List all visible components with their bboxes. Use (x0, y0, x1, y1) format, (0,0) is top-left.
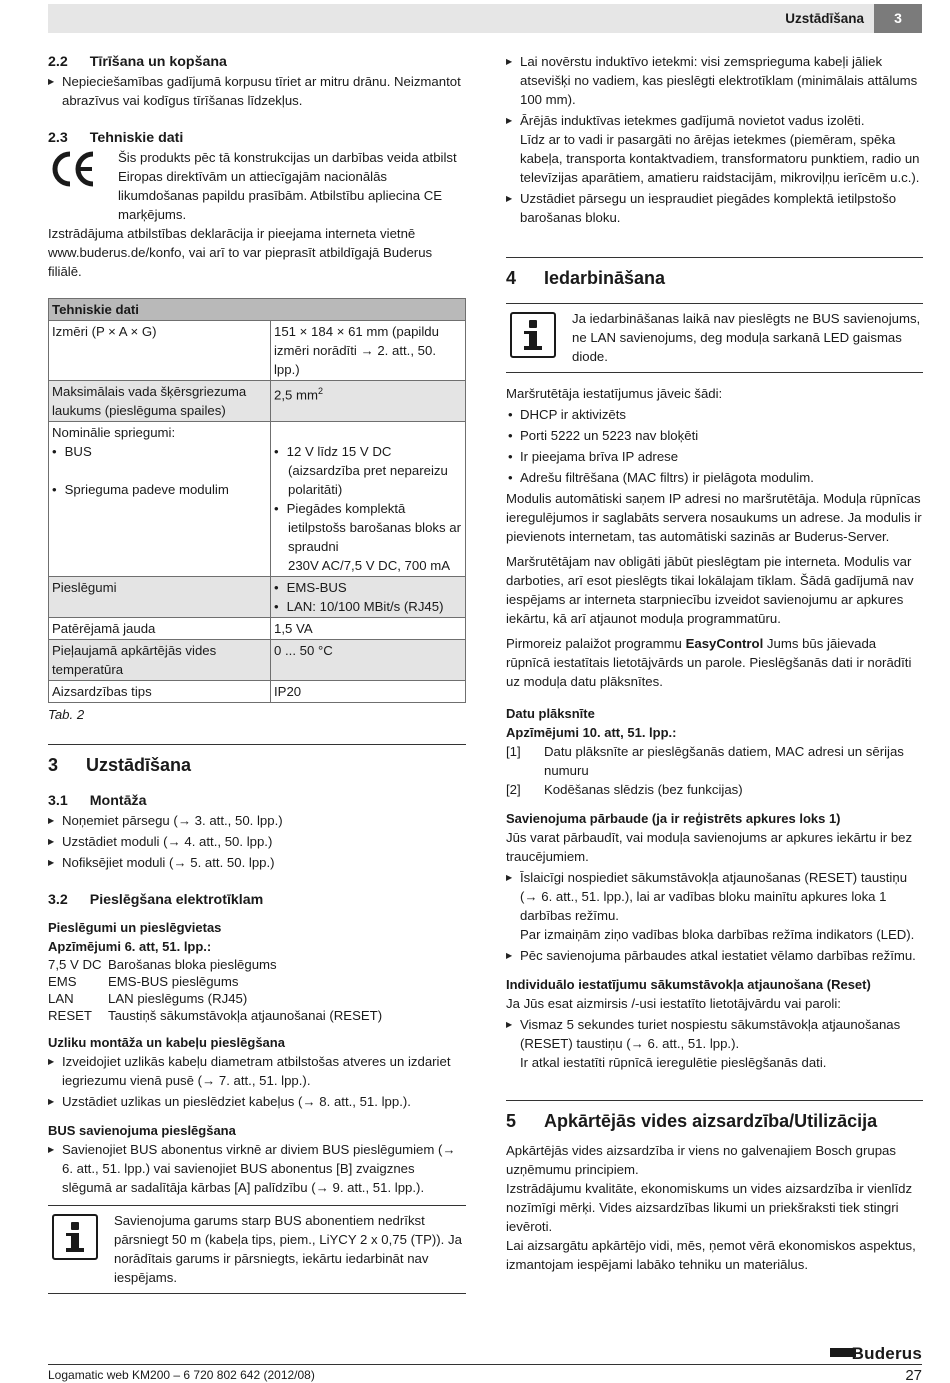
list-item: • Ir pieejama brīva IP adrese (506, 447, 923, 466)
list-item: ▶ Savienojiet BUS abonentus virknē ar diviem BUS pieslēgumiem (→ 6. att., 51. lpp.) vai savienojiet BUS abonentus [B] zvaigznes slēgumā ar sadalītāja kārbas [A] palīdzību (→ 9. att., 51. lpp.). (48, 1140, 466, 1197)
list-item: ▶ Noņemiet pārsegu (→ 3. att., 50. lpp.) (48, 811, 466, 830)
declaration-text: Izstrādājuma atbilstības deklarācija ir pieejama interneta vietnē www.buderus.de/konfo, vai arī to var pieprasīt atbildīgajā Buderus filiālē. (48, 226, 433, 279)
technical-data-table (48, 298, 466, 703)
subheading: BUS savienojuma pieslēgšana (48, 1123, 236, 1138)
page-number: 27 (905, 1367, 922, 1383)
subheading: Uzliku montāža un kabeļu pieslēgšana (48, 1035, 285, 1050)
table-header: Tehniskie dati (49, 299, 466, 321)
note-divider (48, 1293, 466, 1294)
detail-text: Par izmaiņām ziņo vadības bloka darbības režīma indikators (LED). (520, 927, 915, 942)
subheading: Individuālo iestatījumu sākumstāvokļa atjaunošana (Reset) (506, 977, 871, 992)
detail-text: Līdz ar to vadi ir pasargāti no ārējas ietekmes (piemēram, spēka kabeļa, transporta kontaktvadiem, transformatoru punktiem, radio un televīzijas aparātiem, amatieru raidstacijām, mikroviļņu ierīcēm u.c.). (520, 132, 920, 185)
table-row: Patērējamā jauda 1,5 VA (49, 618, 466, 640)
ce-mark-icon (48, 148, 100, 190)
list-item: ▶ Lai novērstu induktīvo ietekmi: visi zemsprieguma kabeļi jāliek atsevišķi no vadiem, kas pieslēgti elektrotīklam (minimālais attālums 100 mm). (506, 52, 923, 109)
section-5-heading: 5 Apkārtējās vides aizsardzība/Utilizācija (506, 1111, 878, 1131)
list-item: 7,5 V DC Barošanas bloka pieslēgums (48, 957, 277, 972)
left-column (48, 52, 466, 1294)
list-item: ▶ Vismaz 5 sekundes turiet nospiestu sākumstāvokļa atjaunošanas (RESET) taustiņu (→ 6. att., 51. lpp.). (506, 1015, 923, 1053)
list-item: ▶ Izveidojiet uzlikās kabeļu diametram atbilstošas atveres un izdariet iegriezumu vienā pusē (→ 7. att., 51. lpp.). (48, 1052, 466, 1090)
paragraph: Ja Jūs esat aizmirsis /-usi iestatīto lietotājvārdu vai paroli: (506, 996, 841, 1011)
paragraph: Lai aizsargātu apkārtējo vidi, mēs, ņemot vērā ekonomiskos aspektus, izmantojam iespējami labāko tehniku un materiālus. (506, 1238, 916, 1272)
router-intro: Maršrutētāja iestatījumus jāveic šādi: (506, 386, 723, 401)
section-divider (48, 744, 466, 745)
info-icon (510, 312, 556, 358)
buderus-logo: Buderus (851, 1344, 922, 1363)
list-item: [2] Kodēšanas slēdzis (bez funkcijas) (506, 782, 743, 797)
table-row: Pieļaujamā apkārtējās vides temperatūra 0 ... 50 °C (49, 640, 466, 681)
list-item: ▶ Uzstādiet pārsegu un iespraudiet piegādes komplektā ietilpstošo barošanas bloku. (506, 189, 923, 227)
list-item: ▶ Pēc savienojuma pārbaudes atkal iestatiet vēlamo darbības režīmu. (506, 946, 923, 965)
paragraph: Apkārtējās vides aizsardzība ir viens no galvenajiem Bosch grupas uzņēmumu principiem. (506, 1143, 896, 1177)
footer-rule (48, 1364, 922, 1365)
detail-text: Ir atkal iestatīti rūpnīcā ieregulētie pieslēgšanās dati. (520, 1055, 827, 1070)
legend-title: Apzīmējumi 6. att, 51. lpp.: (48, 939, 212, 954)
info-icon (52, 1214, 98, 1260)
note-divider (506, 372, 923, 373)
paragraph: Pirmoreiz palaižot programmu EasyControl Jums būs jāievada rūpnīcā iestatītais lietotājvārds un parole. Pieslēgšanās dati ir norādīti uz moduļa datu plāksnītes. (506, 636, 912, 689)
table-row: Maksimālais vada šķērsgriezuma laukums (pieslēguma spailes) 2,5 $mm^2$ (49, 381, 466, 422)
led-note: Ja iedarbināšanas laikā nav pieslēgts ne BUS savienojums, ne LAN savienojums, deg moduļa sarkanā LED gaismas diode. (506, 304, 923, 372)
section-divider (506, 257, 923, 258)
list-item: LAN LAN pieslēgums (RJ45) (48, 991, 248, 1006)
subheading: Pieslēgumi un pieslēgvietas (48, 920, 222, 935)
header-chapter-number: 3 (874, 4, 922, 33)
abbreviation-list (48, 956, 466, 1024)
subheading: Savienojuma pārbaude (ja ir reģistrēts apkures loks 1) (506, 811, 841, 826)
paragraph: Izstrādājumu kvalitāte, ekonomiskums un vides aizsardzība ir vienlīdz nozīmīgi mērķi. Vides aizsardzības likumi un priekšraksti tiek stingri ievēroti. (506, 1181, 913, 1234)
ce-compliance-text: Šis produkts pēc tā konstrukcijas un darbības veida atbilst Eiropas direktīvām un attiecīgajām nacionālās likumdošanas papildu prasībām. Atbilstību apliecina CE marķējums. (118, 150, 457, 222)
table-row: Nominālie spriegumi: • BUS • Sprieguma padeve modulim • 12 V līdz 15 V DC (aizsardzība pret nepareizu polaritāti) • Piegādes komplektā ietilpstošs barošanas bloks ar spraudni 230V AC/7,5 V DC, 700 mA (49, 422, 466, 577)
section-3-heading: 3 Uzstādīšana (48, 755, 192, 775)
right-column (506, 52, 923, 1274)
header-title: Uzstādīšana (785, 11, 864, 26)
bus-length-note: Savienojuma garums starp BUS abonentiem nedrīkst pārsniegt 50 m (kabeļa tips, piem., LiYCY 2 x 0,75 (TP)). Ja norādītais garums ir pārsniegts, iekārtu iedarbināt nav iespējams. (48, 1206, 466, 1293)
section-divider (506, 1100, 923, 1101)
list-item: [1] Datu plāksnīte ar pieslēgšanās datiem, MAC adresi un sērijas numuru (506, 744, 904, 778)
list-item: RESET Taustiņš sākumstāvokļa atjaunošanai (RESET) (48, 1008, 383, 1023)
paragraph: Jūs varat pārbaudīt, vai moduļa savienojums ar apkures iekārtu ir bez traucējumiem. (506, 830, 913, 864)
legend-title: Apzīmējumi 10. att, 51. lpp.: (506, 725, 677, 740)
section-3-1-heading: 3.1 Montāža (48, 793, 147, 809)
list-item: ▶ Ārējās induktīvas ietekmes gadījumā novietot vadus izolēti. (506, 111, 923, 130)
paragraph: Modulis automātiski saņem IP adresi no maršrutētāja. Moduļa rūpnīcas ieregulējumos ir saglabāts servera nosaukums un adrese. Ja modulis ir pievienots internetam, tas automātiski sazinās ar Buderus-Server. (506, 491, 922, 544)
section-2-3-heading: 2.3 Tehniskie dati (48, 130, 184, 146)
list-item: ▶ Uzstādiet moduli (→ 4. att., 50. lpp.) (48, 832, 466, 851)
table-row: Aizsardzības tips IP20 (49, 681, 466, 703)
footer-document-id: Logamatic web KM200 – 6 720 802 642 (2012/08) (48, 1368, 315, 1382)
table-row: Izmēri (P × A × G) 151 × 184 × 61 mm (papildu izmēri norādīti → 2. att., 50. lpp.) (49, 321, 466, 381)
list-item: • DHCP ir aktivizēts (506, 405, 923, 424)
subheading: Datu plāksnīte (506, 706, 595, 721)
paragraph: Maršrutētājam nav obligāti jābūt pieslēgtam pie interneta. Modulis var darboties, arī esot pieslēgts tikai lokālajam tīklam. Šādā gadījumā nav iespējams ar interneta starpniecību izveidot savienojumu ar apkures iekārtu, kā arī atjaunot moduļa programmatūru. (506, 554, 914, 626)
table-caption: Tab. 2 (48, 707, 85, 722)
section-3-2-heading: 3.2 Pieslēgšana elektrotīklam (48, 892, 264, 908)
page-header (48, 4, 922, 33)
list-item: EMS EMS-BUS pieslēgums (48, 974, 239, 989)
list-item: ▶ Uzstādiet uzlikas un pieslēdziet kabeļus (→ 8. att., 51. lpp.). (48, 1092, 466, 1111)
section-2-2-heading: 2.2 Tīrīšana un kopšana (48, 54, 227, 70)
ce-block (48, 148, 466, 224)
section-4-heading: 4 Iedarbināšana (506, 268, 666, 288)
list-item: ▶ Īslaicīgi nospiediet sākumstāvokļa atjaunošanas (RESET) taustiņu (→ 6. att., 51. lpp.), lai ar vadības bloku mainītu apkures loka 1 darbības režīmu. (506, 868, 923, 925)
table-row: Pieslēgumi • EMS-BUS • LAN: 10/100 MBit/s (RJ45) (49, 577, 466, 618)
list-item: ▶ Nofiksējiet moduli (→ 5. att. 50. lpp.) (48, 853, 466, 872)
list-item: • Porti 5222 un 5223 nav bloķēti (506, 426, 923, 445)
cleaning-instruction: ▶ Nepieciešamības gadījumā korpusu tīriet ar mitru drānu. Neizmantot abrazīvus vai kodīgus tīrīšanas līdzekļus. (48, 72, 466, 110)
list-item: • Adrešu filtrēšana (MAC filtrs) ir pielāgota modulim. (506, 468, 923, 487)
